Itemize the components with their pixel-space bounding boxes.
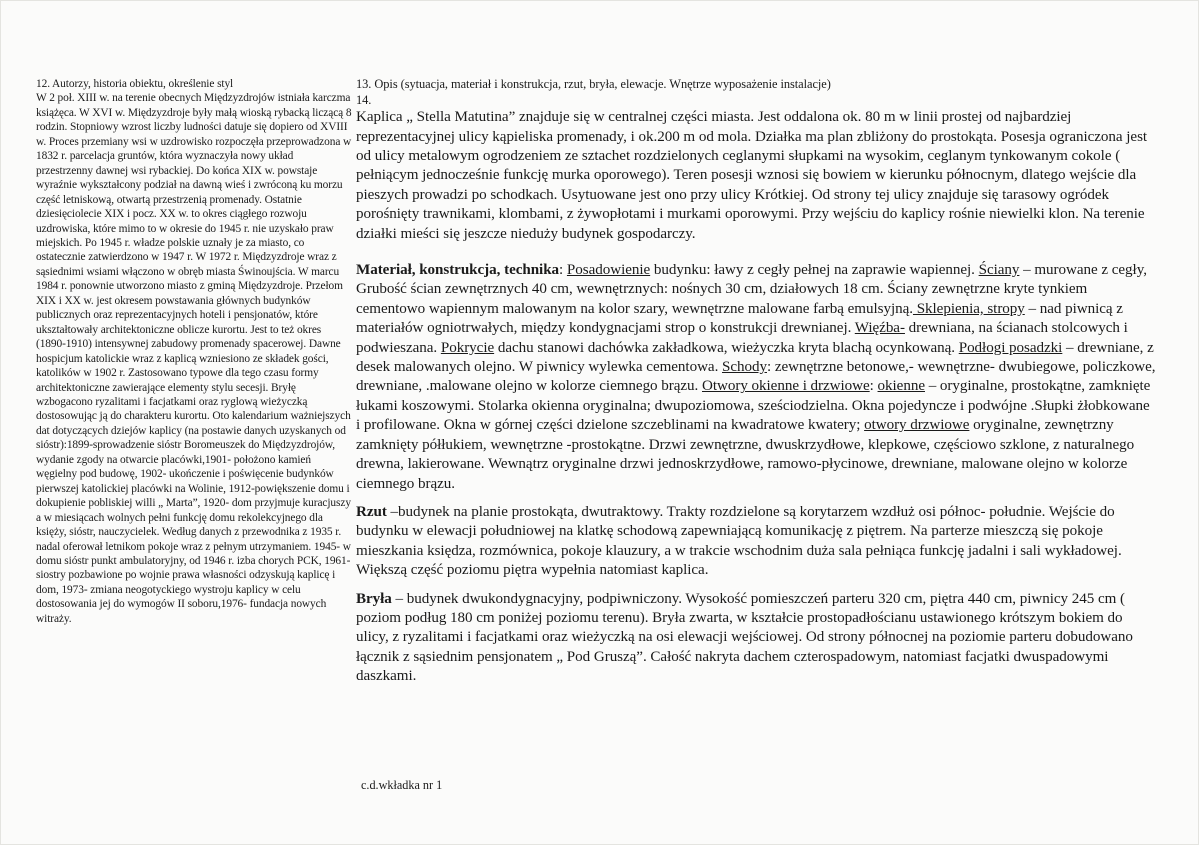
bryla-text: – budynek dwukondygnacyjny, podpiwniczony. Wysokość pomieszczeń parteru 320 cm, piętra 440 cm, piwnicy 245 cm ( poziom podług 180 cm poniżej poziomu terenu). Bryła zwarta, w kształcie prostopadłościanu ustawionego krótszym bokiem do ulicy, z ryzalitami i facjatkami oraz wieżyczką na osi elewacji wejściowej. Od strony północnej na poziomie parteru dobudowano łącznik z sąsiednim pensjonatem „ Pod Gruszą”. Całość nakryta dachem czterospadowym, natomiast facjatki dwuspadowymi daszkami.	[356, 590, 1133, 685]
otwory-term: Otwory okienne i drzwiowe	[702, 378, 870, 395]
sciany-term: Ściany	[978, 262, 1020, 279]
material-paragraph	[356, 261, 1156, 494]
rzut-paragraph	[356, 503, 1156, 581]
okienne-term: okienne	[877, 378, 925, 395]
material-text-2: – murowane z cegły, Grubość ścian zewnętrznych 40 cm, wewnętrznych: nośnych 30 cm, działowych 18 cm. Ściany zewnętrzne kryte tynkiem cementowo wapiennym malowanym na kolor szary, wewnętrzne malowane farbą emulsyjną.	[356, 262, 1147, 317]
pokrycie-term: Pokrycie	[440, 339, 495, 356]
material-text-4: drewniana, na ścianach stolcowych i podwieszana.	[356, 320, 1128, 356]
material-colon: :	[559, 262, 567, 279]
material-text-8: :	[869, 378, 878, 395]
material-text-3: – nad piwnicą z materiałów ogniotrwałych, między kondygnacjami strop o konstrukcji drewnianej.	[356, 300, 1123, 337]
posadowienie-term: Posadowienie	[566, 262, 651, 279]
sklepienia-term: Sklepienia, stropy	[912, 300, 1025, 317]
schody-term: Schody	[722, 359, 767, 376]
material-text-1: budynku: ławy z cegły pełnej na zaprawie wapiennej.	[650, 262, 979, 279]
wiezba-term: Więźba-	[854, 320, 905, 337]
drzwiowe-term: otwory drzwiowe	[864, 417, 970, 434]
continuation-note: c.d.wkładka nr 1	[361, 778, 443, 792]
section-14-heading: 14.	[356, 92, 372, 107]
material-text-6: – drewniane, z desek malowanych olejno. W piwnicy wylewka cementowa.	[356, 339, 1154, 376]
material-text-7: : zewnętrzne betonowe,- wewnętrzne- dwubiegowe, policzkowe, drewniane, .malowane olejno w kolorze ciemnego brązu.	[356, 359, 1156, 395]
rzut-label: Rzut	[356, 503, 387, 520]
history-column	[36, 77, 352, 626]
material-text-9: – oryginalne, prostokątne, zamknięte łukami koszowymi. Stolarka okienna oryginalna; dwupoziomowa, sześciodzielna. Okna pojedyncze i podwójne .Słupki żłobkowane i profilowane. Okna w górnej części dzielone szczeblinami na kwadratowe kwatery;	[356, 378, 1151, 434]
intro-paragraph: Kaplica „ Stella Matutina” znajduje się w centralnej części miasta. Jest oddalona ok. 80 m w linii prostej od najbardziej reprezentacyjnej ulicy kąpieliska promenady, i ok.200 m od mola. Działka ma plan zbliżony do prostokąta. Posesja ograniczona jest od ulicy metalowym ogrodzeniem ze sztachet rozdzielonych ceglanymi słupkami na wysokim, ceglanym tynkowanym cokole ( pełniącym jednocześnie funkcję murka oporowego). Teren posesji wznosi się bowiem w kierunku północnym, dlatego wejście dla pieszych prowadzi po schodkach. Usytuowane jest ono przy ulicy Krótkiej. Od strony tej ulicy znajduje się tarasowy ogródek porośnięty trawnikami, klombami, z żywopłotami i murkami oporowymi. Przy wejściu do kaplicy rośnie niewielki klon. Na terenie działki mieści się jeszcze nieduży budynek gospodarczy.	[356, 109, 1148, 242]
section-13-heading: 13. Opis (sytuacja, materiał i konstrukcja, rzut, bryła, elewacje. Wnętrze wyposażenie instalacje)	[356, 77, 831, 91]
podlogi-term: Podłogi posadzki	[958, 339, 1063, 356]
section-12-heading: 12. Autorzy, historia obiektu, określenie styl	[36, 78, 234, 90]
bryla-paragraph	[356, 590, 1156, 687]
material-text-10: oryginalne, zewnętrzny zamknięty półłukiem, wewnętrzne -prostokątne. Drzwi zewnętrzne, dwuskrzydłowe, klepkowe, częściowo szklone, z naturalnego drewna, lakierowane. Wewnątrz oryginalne drzwi jednoskrzydłowe, ramowo-płycinowe, drewniane, malowane olejno w kolorze ciemnego brązu.	[356, 417, 1135, 492]
bryla-label: Bryła	[356, 590, 392, 607]
description-column	[356, 77, 1156, 687]
rzut-text: –budynek na planie prostokąta, dwutraktowy. Trakty rozdzielone są korytarzem wzdłuż osi północ- południe. Wejście do budynku w elewacji południowej na klatkę schodową zapewniającą komunikację z piętrem. Na parterze mieszczą się pokoje mieszkania księdza, rozmównica, pokoje klauzury, a w trakcie wschodnim duża sala pełniąca funkcję jadalni i sali wykładowej. Większą część poziomu piętra wypełnia natomiast kaplica.	[356, 503, 1122, 579]
material-label: Materiał, konstrukcja, technika	[356, 262, 560, 279]
material-text-5: dachu stanowi dachówka zakładkowa, wieżyczka kryta blachą ocynkowaną.	[494, 339, 959, 356]
history-text: W 2 poł. XIII w. na terenie obecnych Międzyzdrojów istniała karczma książęca. W XVI w. Międzyzdroje były małą wioską rybacką liczącą 8 rodzin. Stopniowy wzrost liczby ludności datuje się dopiero od XVIII w. Proces przemiany wsi w uzdrowisko rozpoczęła przeprowadzona w 1832 r. parcelacja gruntów, która wyznaczyła nowy układ przestrzenny dawnej wsi rybackiej. Do końca XIX w. powstaje wyraźnie wykształcony podział na dawną wieś i zwróconą ku morzu część letniskową, otwartą przestrzenią promenady. Ostatnie dziesięciolecie XIX i pocz. XX w. to okres ciągłego rozwoju uzdrowiska, które mimo to w okresie do 1945 r. nie uzyskało praw miejskich. Po 1945 r. władze polskie uznały je za miasto, co ostatecznie zatwierdzono w 1947 r. W 1972 r. Międzyzdroje wraz z sąsiednimi wsiami włączono w obręb miasta Świnoujścia. W marcu 1984 r. ponownie utworzono miasto z gminą Międzyzdroje. Przełom XIX i XX w. jest okresem powstawania głównych budynków publicznych oraz reprezentacyjnych hoteli i pensjonatów, które ukształtowały architektoniczne oblicze kurortu. Jest to też okres (1890-1910) intensywnej zabudowy promenady spacerowej. Dawne hospicjum katolickie wraz z kaplicą wzniesiono ze składek gości, katolików w 1902 r. Zastosowano typowe dla tego czasu formy architektoniczne zawierające elementy stylu secesji. Bryłę wzbogacono ryzalitami i facjatkami oraz ryglową wieżyczką dostosowując ją do charakteru kurortu. Oto kalendarium ważniejszych dat dotyczących dziejów kaplicy (na postawie danych uzyskanych od sióstr):1899-sprowadzenie sióstr Boromeuszek do Międzyzdrojów, wydanie zgody na otwarcie placówki,1901- położono kamień węgielny pod budowę, 1902- ukończenie i poświęcenie budynków pierwszej katolickiej placówki na Wolinie, 1912-powiększenie domu i dokupienie pobliskiej willi „ Marta”, 1920- dom przyjmuje kuracjuszy a w miesiącach wolnych pełni funkcję domu rekolekcyjnego dla księży, sióstr, nauczycielek. Według danych z przewodnika z 1935 r. nadal oferował letnikom pokoje wraz z pełnym utrzymaniem. 1945- w domu sióstr punkt ambulatoryjny, od 1946 r. izba chorych PCK, 1961- siostry pozbawione po wojnie prawa własności odzyskują kaplicę i dom, 1973- zmiana neogotyckiego wystroju kaplicy w celu dostosowania jej do wymogów II soboru,1976- fundacja nowych witraży.	[36, 92, 352, 625]
